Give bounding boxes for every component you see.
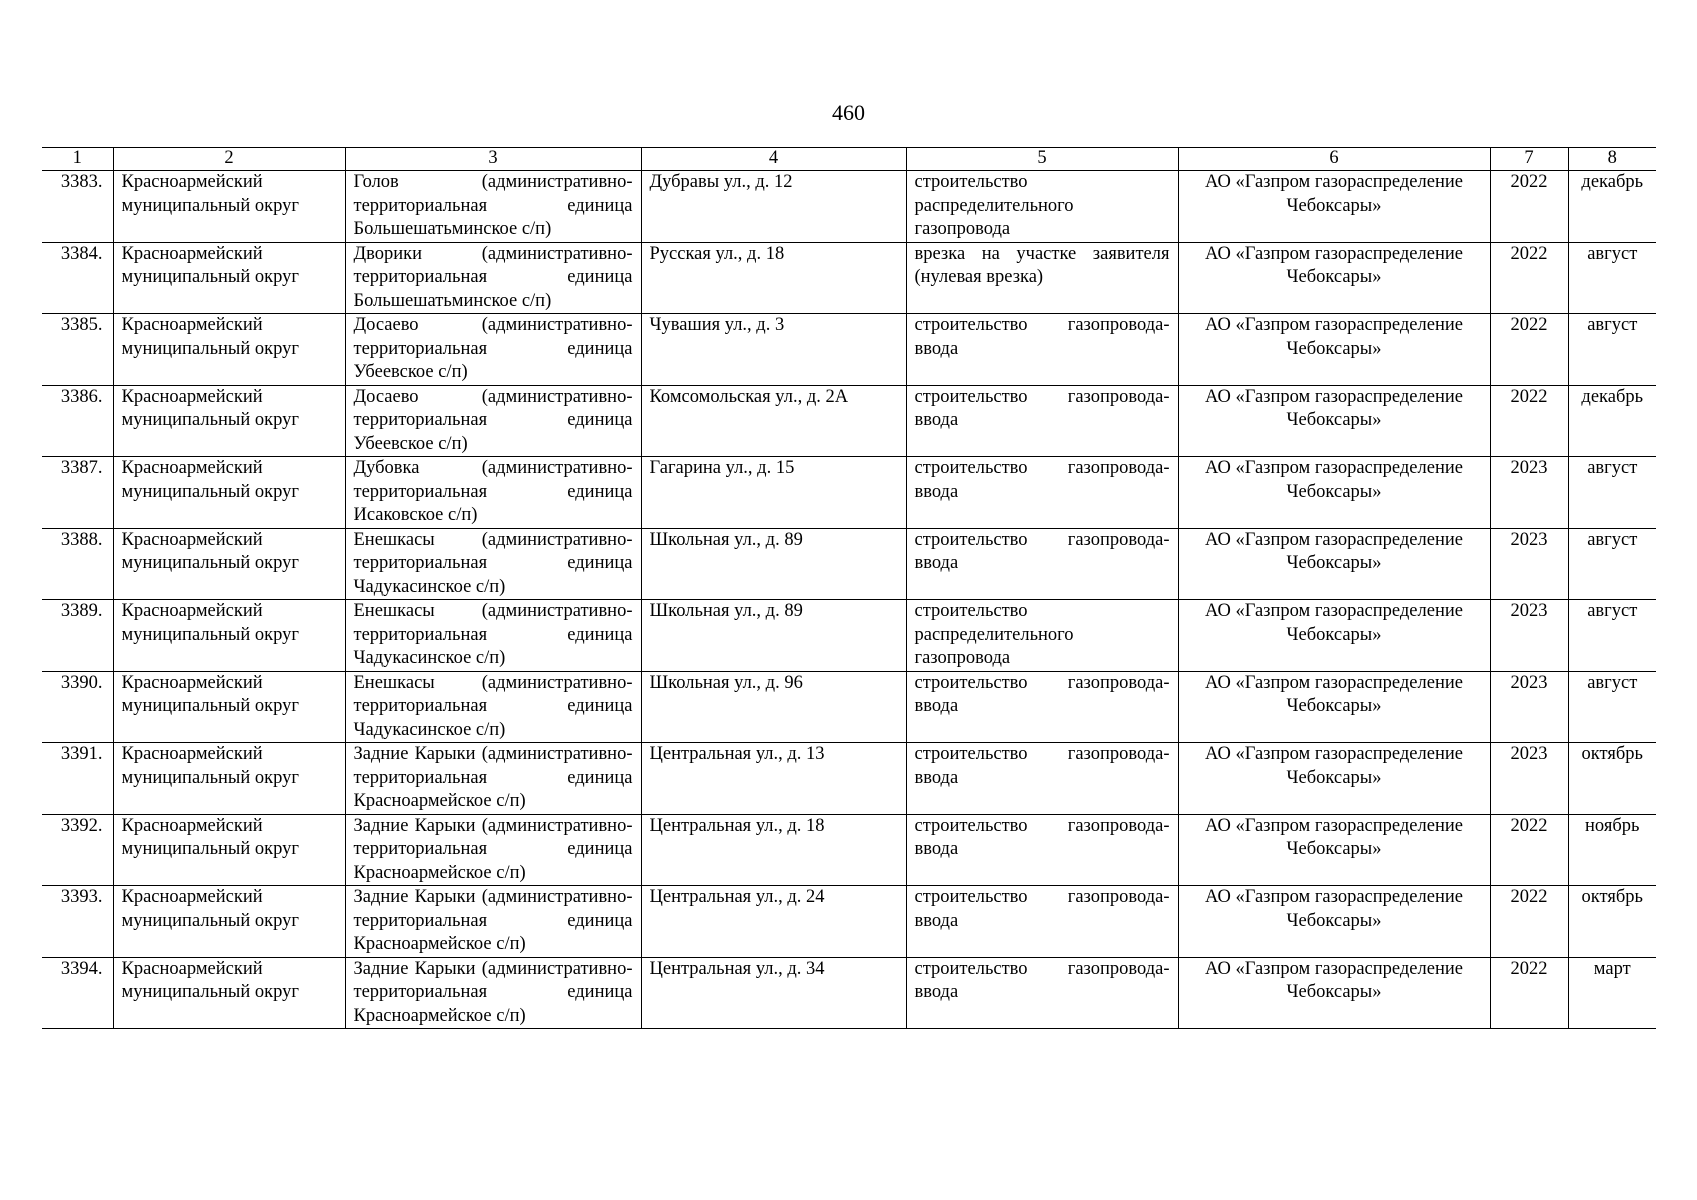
table-row: [42, 671, 1656, 743]
address-cell: Дубравы ул., д. 12: [641, 171, 906, 243]
organization-cell: АО «Газпром газораспределение Чебоксары»: [1178, 600, 1490, 672]
district-cell: Красноармейский муниципальный округ: [113, 171, 345, 243]
year-cell: 2022: [1490, 314, 1568, 386]
column-header: 7: [1490, 148, 1568, 171]
column-header: 2: [113, 148, 345, 171]
row-number-cell: 3389.: [42, 600, 113, 672]
year-cell: 2022: [1490, 171, 1568, 243]
address-cell: Школьная ул., д. 89: [641, 600, 906, 672]
row-number-cell: 3391.: [42, 743, 113, 815]
year-cell: 2023: [1490, 671, 1568, 743]
settlement-cell: Голов (административно-территориальная единица Большешатьминское с/п): [345, 171, 641, 243]
column-header: 4: [641, 148, 906, 171]
column-header: 8: [1568, 148, 1656, 171]
table-row: [42, 528, 1656, 600]
year-cell: 2023: [1490, 600, 1568, 672]
work-type-cell: строительство распределительного газопровода: [906, 171, 1178, 243]
page-number: 460: [832, 100, 865, 125]
month-cell: август: [1568, 600, 1656, 672]
district-cell: Красноармейский муниципальный округ: [113, 314, 345, 386]
month-cell: декабрь: [1568, 385, 1656, 457]
settlement-cell: Енешкасы (административно-территориальная единица Чадукасинское с/п): [345, 671, 641, 743]
address-cell: Центральная ул., д. 34: [641, 957, 906, 1029]
organization-cell: АО «Газпром газораспределение Чебоксары»: [1178, 671, 1490, 743]
row-number-cell: 3388.: [42, 528, 113, 600]
organization-cell: АО «Газпром газораспределение Чебоксары»: [1178, 814, 1490, 886]
address-cell: Чувашия ул., д. 3: [641, 314, 906, 386]
settlement-cell: Досаево (административно-территориальная единица Убеевское с/п): [345, 314, 641, 386]
organization-cell: АО «Газпром газораспределение Чебоксары»: [1178, 886, 1490, 958]
month-cell: август: [1568, 242, 1656, 314]
column-number-row: [42, 148, 1656, 171]
row-number-cell: 3393.: [42, 886, 113, 958]
table-row: [42, 814, 1656, 886]
organization-cell: АО «Газпром газораспределение Чебоксары»: [1178, 314, 1490, 386]
month-cell: август: [1568, 671, 1656, 743]
year-cell: 2023: [1490, 528, 1568, 600]
table-row: [42, 743, 1656, 815]
table-row: [42, 314, 1656, 386]
work-type-cell: строительство газопровода-ввода: [906, 814, 1178, 886]
year-cell: 2022: [1490, 814, 1568, 886]
district-cell: Красноармейский муниципальный округ: [113, 671, 345, 743]
table-row: [42, 886, 1656, 958]
work-type-cell: строительство газопровода-ввода: [906, 385, 1178, 457]
settlement-cell: Досаево (административно-территориальная единица Убеевское с/п): [345, 385, 641, 457]
year-cell: 2022: [1490, 385, 1568, 457]
table-row: [42, 242, 1656, 314]
organization-cell: АО «Газпром газораспределение Чебоксары»: [1178, 743, 1490, 815]
district-cell: Красноармейский муниципальный округ: [113, 743, 345, 815]
settlement-cell: Задние Карыки (административно-территориальная единица Красноармейское с/п): [345, 886, 641, 958]
district-cell: Красноармейский муниципальный округ: [113, 814, 345, 886]
row-number-cell: 3394.: [42, 957, 113, 1029]
year-cell: 2022: [1490, 242, 1568, 314]
settlement-cell: Задние Карыки (административно-территориальная единица Красноармейское с/п): [345, 814, 641, 886]
address-cell: Гагарина ул., д. 15: [641, 457, 906, 529]
work-type-cell: строительство распределительного газопровода: [906, 600, 1178, 672]
organization-cell: АО «Газпром газораспределение Чебоксары»: [1178, 457, 1490, 529]
month-cell: август: [1568, 314, 1656, 386]
column-header: 1: [42, 148, 113, 171]
address-cell: Центральная ул., д. 24: [641, 886, 906, 958]
row-number-cell: 3383.: [42, 171, 113, 243]
table-row: [42, 171, 1656, 243]
organization-cell: АО «Газпром газораспределение Чебоксары»: [1178, 385, 1490, 457]
register-table: [42, 147, 1656, 1029]
settlement-cell: Енешкасы (административно-территориальная единица Чадукасинское с/п): [345, 528, 641, 600]
row-number-cell: 3386.: [42, 385, 113, 457]
district-cell: Красноармейский муниципальный округ: [113, 528, 345, 600]
month-cell: октябрь: [1568, 743, 1656, 815]
work-type-cell: строительство газопровода-ввода: [906, 314, 1178, 386]
column-header: 3: [345, 148, 641, 171]
work-type-cell: врезка на участке заявителя (нулевая врезка): [906, 242, 1178, 314]
settlement-cell: Енешкасы (административно-территориальная единица Чадукасинское с/п): [345, 600, 641, 672]
work-type-cell: строительство газопровода-ввода: [906, 957, 1178, 1029]
district-cell: Красноармейский муниципальный округ: [113, 457, 345, 529]
table-row: [42, 957, 1656, 1029]
month-cell: октябрь: [1568, 886, 1656, 958]
year-cell: 2023: [1490, 743, 1568, 815]
address-cell: Школьная ул., д. 96: [641, 671, 906, 743]
month-cell: март: [1568, 957, 1656, 1029]
year-cell: 2022: [1490, 957, 1568, 1029]
month-cell: декабрь: [1568, 171, 1656, 243]
organization-cell: АО «Газпром газораспределение Чебоксары»: [1178, 242, 1490, 314]
year-cell: 2022: [1490, 886, 1568, 958]
column-header: 5: [906, 148, 1178, 171]
district-cell: Красноармейский муниципальный округ: [113, 886, 345, 958]
work-type-cell: строительство газопровода-ввода: [906, 457, 1178, 529]
address-cell: Комсомольская ул., д. 2А: [641, 385, 906, 457]
settlement-cell: Дворики (административно-территориальная единица Большешатьминское с/п): [345, 242, 641, 314]
row-number-cell: 3390.: [42, 671, 113, 743]
district-cell: Красноармейский муниципальный округ: [113, 385, 345, 457]
organization-cell: АО «Газпром газораспределение Чебоксары»: [1178, 528, 1490, 600]
row-number-cell: 3387.: [42, 457, 113, 529]
work-type-cell: строительство газопровода-ввода: [906, 886, 1178, 958]
organization-cell: АО «Газпром газораспределение Чебоксары»: [1178, 171, 1490, 243]
district-cell: Красноармейский муниципальный округ: [113, 242, 345, 314]
address-cell: Русская ул., д. 18: [641, 242, 906, 314]
month-cell: август: [1568, 528, 1656, 600]
work-type-cell: строительство газопровода-ввода: [906, 743, 1178, 815]
work-type-cell: строительство газопровода-ввода: [906, 671, 1178, 743]
table-row: [42, 385, 1656, 457]
address-cell: Школьная ул., д. 89: [641, 528, 906, 600]
settlement-cell: Дубовка (административно-территориальная единица Исаковское с/п): [345, 457, 641, 529]
month-cell: август: [1568, 457, 1656, 529]
settlement-cell: Задние Карыки (административно-территориальная единица Красноармейское с/п): [345, 957, 641, 1029]
settlement-cell: Задние Карыки (административно-территориальная единица Красноармейское с/п): [345, 743, 641, 815]
address-cell: Центральная ул., д. 18: [641, 814, 906, 886]
table-row: [42, 457, 1656, 529]
month-cell: ноябрь: [1568, 814, 1656, 886]
work-type-cell: строительство газопровода-ввода: [906, 528, 1178, 600]
column-header: 6: [1178, 148, 1490, 171]
year-cell: 2023: [1490, 457, 1568, 529]
table-row: [42, 600, 1656, 672]
row-number-cell: 3392.: [42, 814, 113, 886]
row-number-cell: 3384.: [42, 242, 113, 314]
district-cell: Красноармейский муниципальный округ: [113, 957, 345, 1029]
row-number-cell: 3385.: [42, 314, 113, 386]
district-cell: Красноармейский муниципальный округ: [113, 600, 345, 672]
organization-cell: АО «Газпром газораспределение Чебоксары»: [1178, 957, 1490, 1029]
address-cell: Центральная ул., д. 13: [641, 743, 906, 815]
